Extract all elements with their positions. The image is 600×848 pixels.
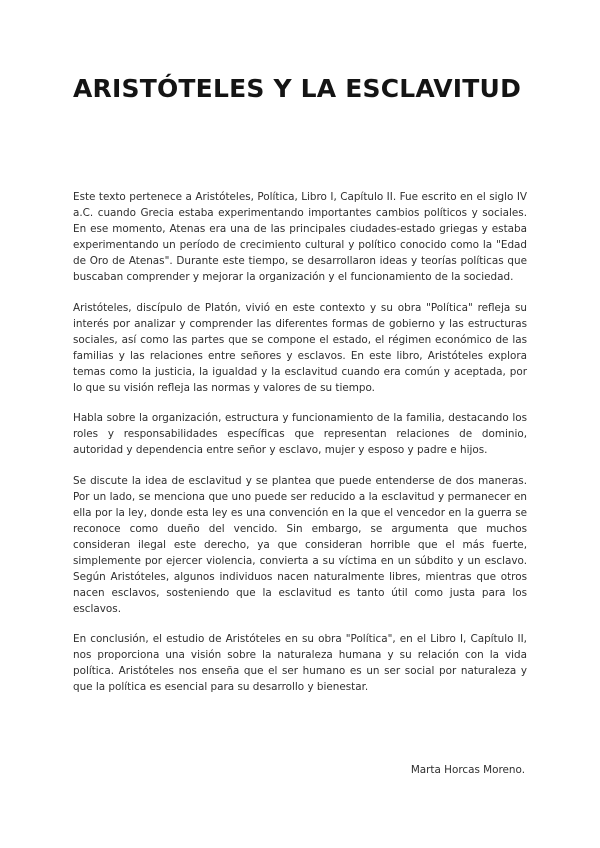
- author-signature: Marta Horcas Moreno.: [410, 764, 525, 776]
- paragraph-context: Este texto pertenece a Aristóteles, Política, Libro I, Capítulo II. Fue escrito en el siglo IV a.C. cuando Grecia estaba experimentando importantes cambios políticos y sociales. En ese momento, Atenas era una de las principales ciudades-estado griegas y estaba experimentando un período de crecimiento cultural y político conocido como la "Edad de Oro de Atenas". Durante este tiempo, se desarrollaron ideas y teorías políticas que buscaban comprender y mejorar la organización y el funcionamiento de la sociedad.: [73, 191, 527, 283]
- paragraph-slavery: Se discute la idea de esclavitud y se plantea que puede entenderse de dos maneras. Por un lado, se menciona que uno puede ser reducido a la esclavitud y permanecer en ella por la ley, donde esta ley es una convención en la que el vencedor en la guerra se reconoce como dueño del vencido. Sin embargo, se argumenta que muchos consideran ilegal este derecho, ya que consideran horrible que el más fuerte, simplemente por ejercer violencia, convierta a su víctima en un súbdito y un esclavo. Según Aristóteles, algunos individuos nacen naturalmente libres, mientras que otros nacen esclavos, sosteniendo que la esclavitud es tanto útil como justa para los esclavos.: [73, 474, 527, 615]
- paragraph-aristotle-politics: Aristóteles, discípulo de Platón, vivió en este contexto y su obra "Política" refleja su interés por analizar y comprender las diferentes formas de gobierno y las estructuras sociales, así como las partes que se compone el estado, el régimen económico de las familias y las relaciones entre señores y esclavos. En este libro, Aristóteles explora temas como la justicia, la igualdad y la esclavitud cuando era común y aceptada, por lo que su visión refleja las normas y valores de su tiempo.: [73, 301, 527, 394]
- paragraph-family: Habla sobre la organización, estructura y funcionamiento de la familia, destacando los roles y responsabilidades específicas que representan relaciones de dominio, autoridad y dependencia entre señor y esclavo, mujer y esposo y padre e hijos.: [73, 412, 527, 456]
- paragraph-conclusion: En conclusión, el estudio de Aristóteles en su obra "Política", en el Libro I, Capítulo II, nos proporciona una visión sobre la naturaleza humana y su relación con la vida política. Aristóteles nos enseña que el ser humano es un ser social por naturaleza y que la política es esencial para su desarrollo y bienestar.: [73, 633, 527, 693]
- document-title: ARISTÓTELES Y LA ESCLAVITUD: [73, 74, 522, 103]
- document-body: [73, 189, 527, 710]
